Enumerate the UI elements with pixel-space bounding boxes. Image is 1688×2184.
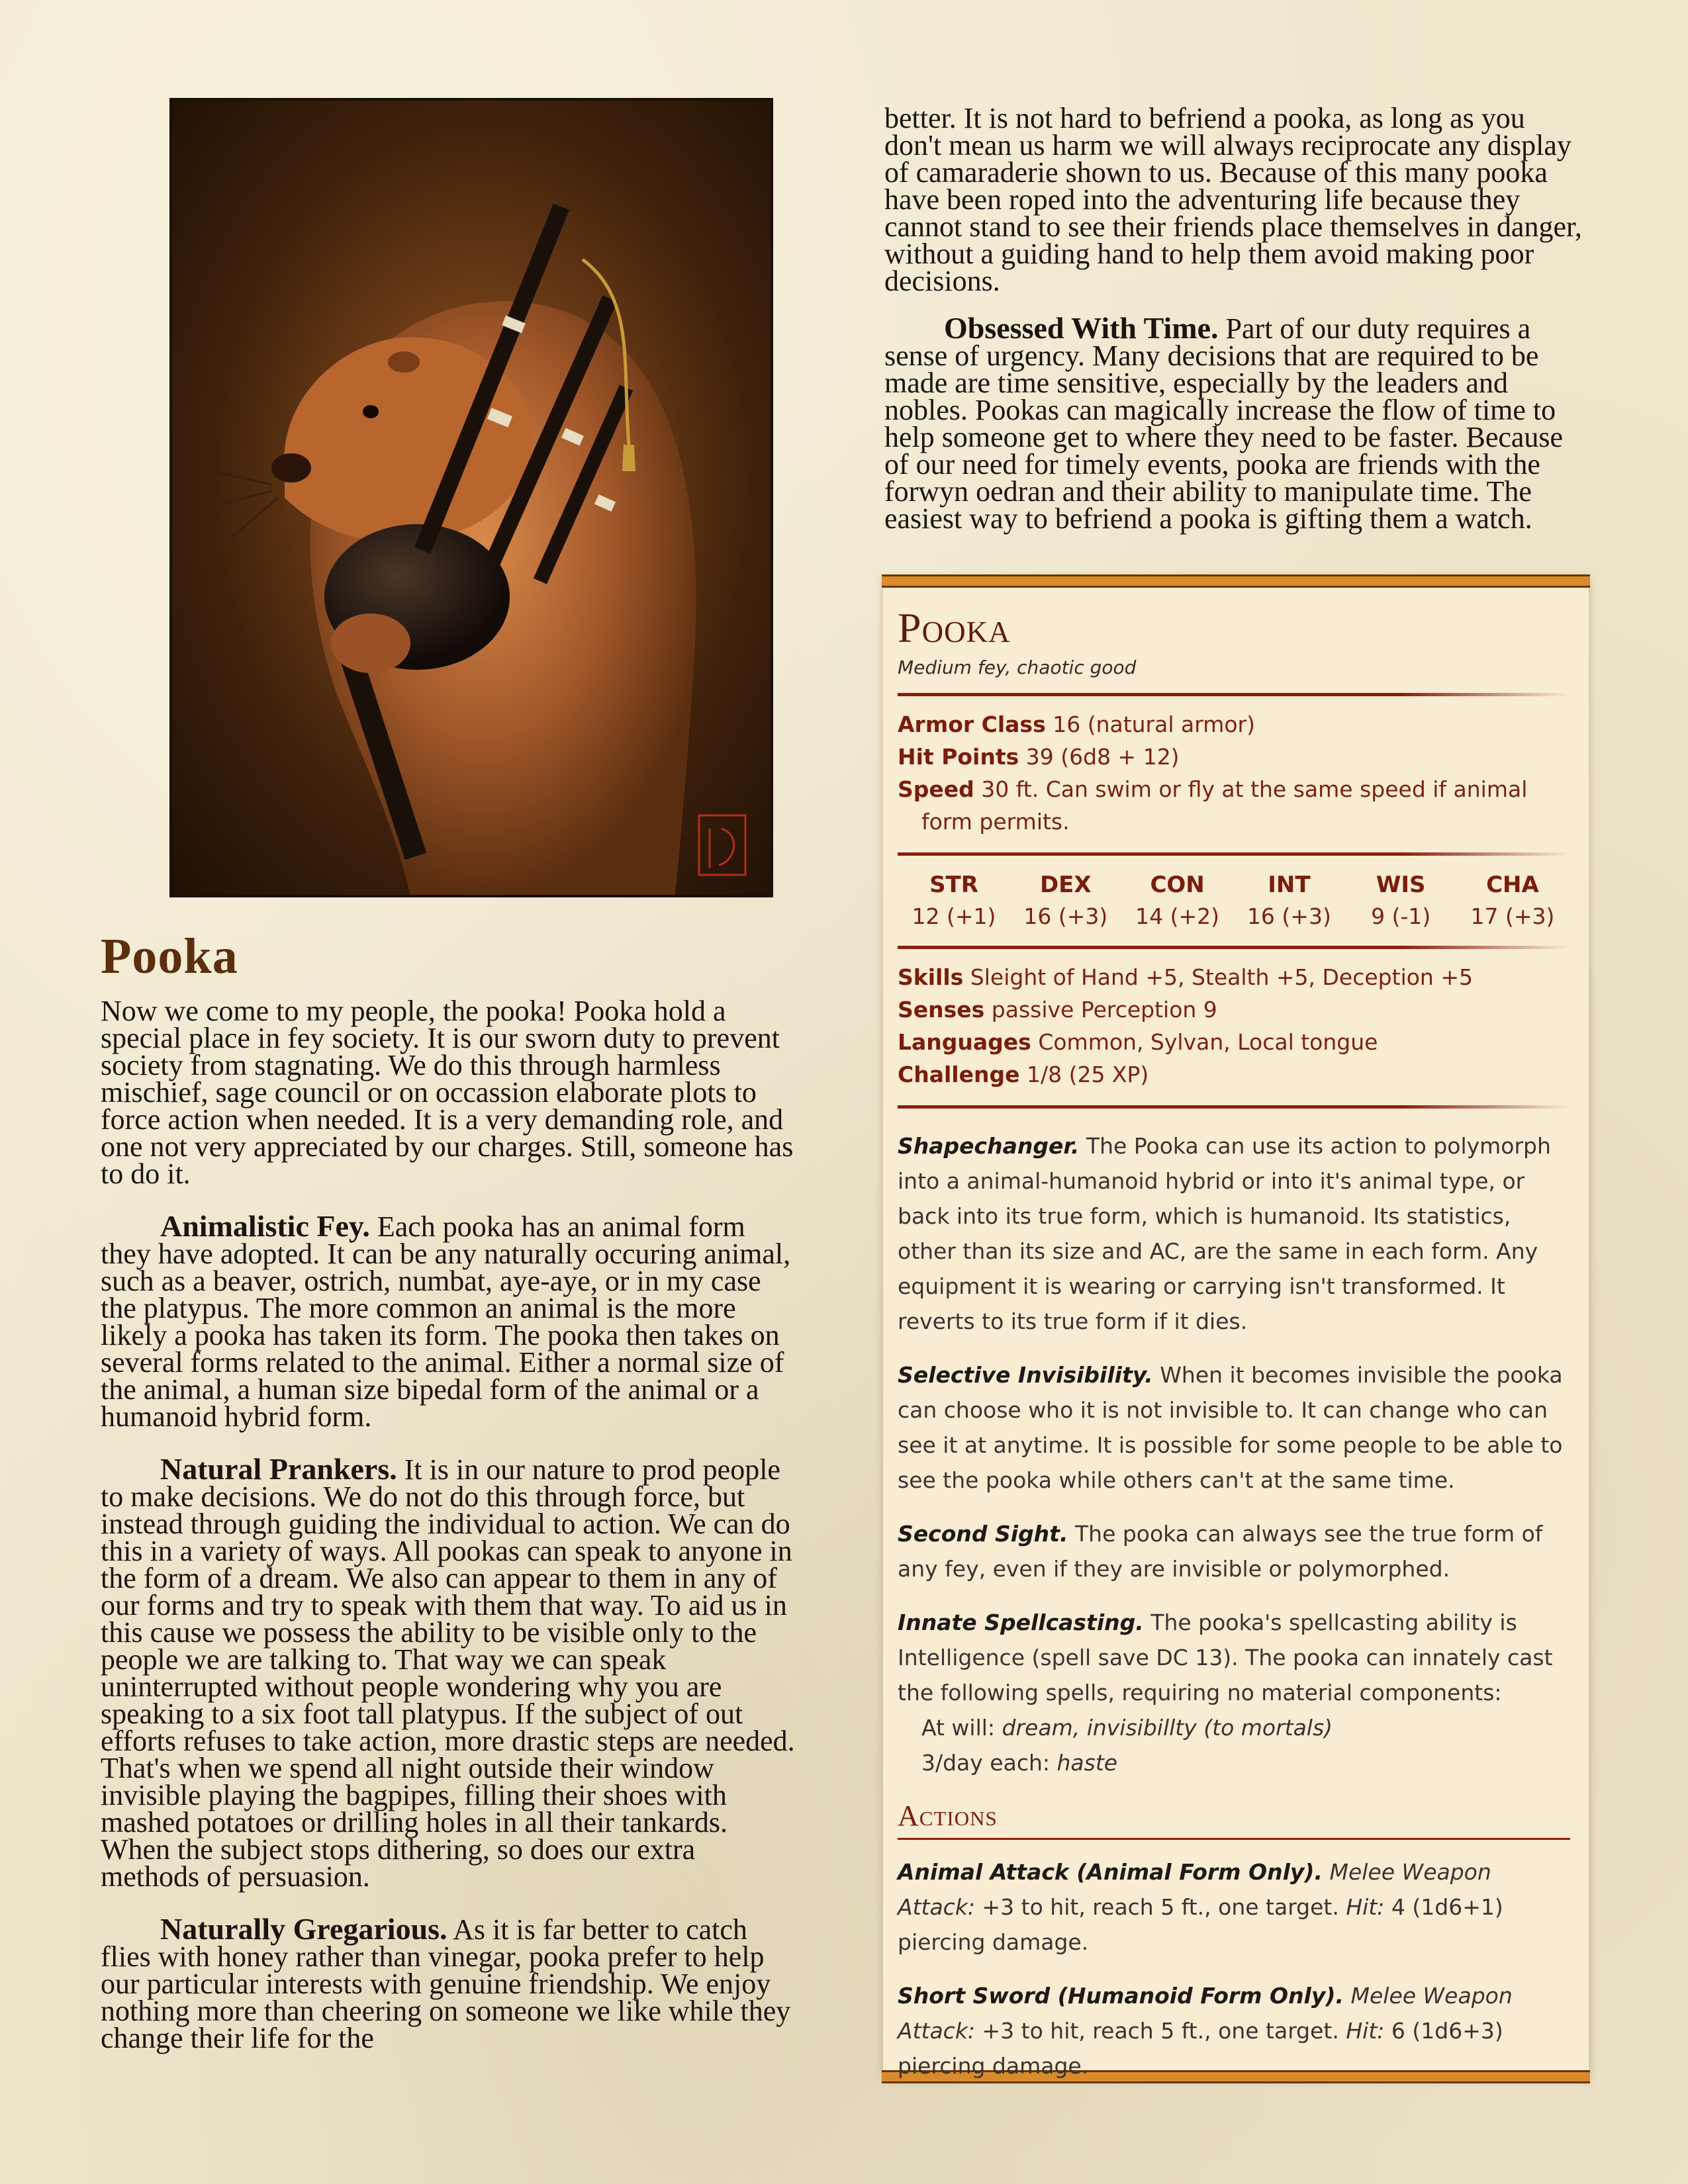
ability-name: DEX bbox=[1039, 872, 1092, 898]
senses bbox=[898, 993, 1570, 1026]
languages-value: Common, Sylvan, Local tongue bbox=[1031, 1029, 1378, 1055]
ability-name: CHA bbox=[1486, 872, 1539, 898]
trait-shapechanger bbox=[898, 1128, 1570, 1339]
spell-3-day-label: 3/day each: bbox=[921, 1750, 1057, 1776]
ability-name: WIS bbox=[1376, 872, 1426, 898]
trait-text: The pooka can always see the true form of any fey, even if they are invisible or polymorphed. bbox=[898, 1521, 1543, 1582]
paragraph-natural-prankers bbox=[101, 1452, 796, 1893]
ability-value: 9 (-1) bbox=[1371, 903, 1431, 929]
trait-name: Second Sight. bbox=[898, 1521, 1068, 1547]
left-column bbox=[101, 98, 796, 2077]
ability-value: 16 (+3) bbox=[1246, 903, 1331, 929]
challenge-label: Challenge bbox=[898, 1062, 1020, 1087]
armor-class bbox=[898, 708, 1570, 741]
continued-paragraph: better. It is not hard to befriend a pooka, as long as you don't mean us harm we will always reciprocate any display of camaraderie shown to us. Because of this many pooka have been roped into the adventuring life because they cannot stand to see their friends place themselves in danger, without a guiding hand to help them avoid making poor decisions. bbox=[884, 102, 1582, 297]
paragraph-naturally-gregarious bbox=[101, 1912, 796, 2054]
stat-block-top-bar bbox=[882, 574, 1590, 588]
action-damage: 4 (1d6+1) piercing damage. bbox=[898, 1894, 1503, 1955]
beaver-bagpipe-illustration bbox=[169, 98, 773, 897]
spell-3-day-list: haste bbox=[1056, 1750, 1118, 1776]
action-attack-type: Melee Weapon Attack: bbox=[898, 1983, 1513, 2044]
ability-name: CON bbox=[1150, 872, 1205, 898]
speed bbox=[898, 773, 1570, 838]
ability-cha bbox=[1463, 868, 1562, 931]
action-text: +3 to hit, reach 5 ft., one target. bbox=[975, 1894, 1346, 1920]
section-title: Pooka bbox=[101, 929, 238, 984]
hit-points bbox=[898, 741, 1570, 773]
ability-value: 14 (+2) bbox=[1135, 903, 1220, 929]
languages-label: Languages bbox=[898, 1029, 1031, 1055]
challenge-value: 1/8 (25 XP) bbox=[1019, 1062, 1149, 1087]
ability-name: STR bbox=[929, 872, 978, 898]
action-name: Short Sword (Humanoid Form Only). bbox=[898, 1983, 1344, 2009]
languages bbox=[898, 1026, 1570, 1058]
trait-text: When it becomes invisible the pooka can choose who it is not invisible to. It can change who can see it at anytime. It is possible for some people to be able to see the pooka while others can't at the same time. bbox=[898, 1362, 1563, 1493]
divider bbox=[898, 852, 1570, 856]
skills-label: Skills bbox=[898, 964, 964, 990]
actions-divider bbox=[898, 1838, 1570, 1840]
action-name: Animal Attack (Animal Form Only). bbox=[898, 1859, 1323, 1885]
speed-value: 30 ft. Can swim or fly at the same speed if animal form permits. bbox=[921, 776, 1528, 835]
ability-dex bbox=[1016, 868, 1115, 931]
text-obsessed-with-time: Part of our duty requires a sense of urgency. Many decisions that are required to be made are time sensitive, especially by the leaders and nobles. Pookas can magically increase the flow of time to help someone get to where they need to be faster. Because of our need for timely events, pooka are friends with the forwyn oedran and their ability to manipulate time. The easiest way to befriend a pooka is gifting them a watch. bbox=[884, 312, 1564, 535]
lead-natural-prankers: Natural Prankers. bbox=[160, 1452, 397, 1486]
text-natural-prankers: It is in our nature to prod people to make decisions. We do not do this through force, but instead through guiding the individual to action. We can do this in a variety of ways. All pookas can speak to anyone in the form of a dream. We also can appear to them in any of our forms and try to speak with them that way. To aid us in this cause we possess the ability to be visible only to the people we are talking to. That way we can speak uninterrupted without people wondering why you are speaking to a six foot tall platypus. If the subject of out efforts refuses to take action, more drastic steps are needed. That's when we spend all night outside their window invisible playing the bagpipes, filling their shoes with mashed potatoes or drilling holes in all their tankards. When the subject stops dithering, so does our extra methods of persuasion. bbox=[101, 1453, 795, 1893]
ability-int bbox=[1239, 868, 1338, 931]
trait-name: Selective Invisibility. bbox=[898, 1362, 1153, 1388]
ability-value: 16 (+3) bbox=[1023, 903, 1108, 929]
monster-name: Pooka bbox=[898, 604, 1011, 651]
senses-value: passive Perception 9 bbox=[984, 997, 1217, 1023]
action-text: +3 to hit, reach 5 ft., one target. bbox=[975, 2018, 1346, 2044]
trait-selective-invisibility bbox=[898, 1357, 1570, 1498]
text-animalistic-fey: Each pooka has an animal form they have adopted. It can be any naturally occuring animal, such as a beaver, ostrich, numbat, aye-aye, or in my case the platypus. The more common an animal is the more likely a pooka has taken its form. The pooka then takes on several forms related to the animal. Either a normal size of the animal, a human size bipedal form of the animal or a humanoid hybrid form. bbox=[101, 1210, 791, 1433]
action-hit-label: Hit: bbox=[1346, 1894, 1385, 1920]
illustration-art bbox=[172, 101, 771, 895]
skills-value: Sleight of Hand +5, Stealth +5, Deception +5 bbox=[963, 964, 1473, 990]
text-naturally-gregarious: As it is far better to catch flies with honey rather than vinegar, pooka prefer to help our particular interests with genuine friendship. We enjoy nothing more than cheering on someone we like while they change their life for the bbox=[101, 1913, 791, 2054]
lead-animalistic-fey: Animalistic Fey. bbox=[160, 1209, 370, 1243]
trait-name: Shapechanger. bbox=[898, 1133, 1080, 1159]
ability-con bbox=[1128, 868, 1227, 931]
ability-scores bbox=[898, 868, 1570, 931]
trait-innate-spellcasting bbox=[898, 1605, 1570, 1780]
ability-str bbox=[904, 868, 1004, 931]
action-damage: 6 (1d6+3) piercing damage. bbox=[898, 2018, 1503, 2079]
paragraph-obsessed-with-time bbox=[884, 311, 1589, 535]
ability-value: 12 (+1) bbox=[912, 903, 996, 929]
lead-obsessed-with-time: Obsessed With Time. bbox=[944, 311, 1219, 345]
intro-paragraph: Now we come to my people, the pooka! Pooka hold a special place in fey society. It is our sworn duty to prevent society from stagnating. We do this through harmless mischief, sage council or on occassion elaborate plots to force action when needed. It is a very demanding role, and one not very appreciated by our charges. Still, someone has to do it. bbox=[101, 995, 794, 1190]
armor-class-label: Armor Class bbox=[898, 711, 1046, 737]
trait-text: The Pooka can use its action to polymorph into a animal-humanoid hybrid or into it's animal type, or back into its true form, which is humanoid. Its statistics, other than its size and AC, are the same in each form. Any equipment it is wearing or carrying isn't transformed. It reverts to its true form if it dies. bbox=[898, 1133, 1551, 1334]
ability-name: INT bbox=[1268, 872, 1311, 898]
spell-at-will-label: At will: bbox=[921, 1715, 1002, 1741]
trait-name: Innate Spellcasting. bbox=[898, 1610, 1144, 1635]
lead-naturally-gregarious: Naturally Gregarious. bbox=[160, 1912, 447, 1946]
divider bbox=[898, 693, 1570, 696]
skills bbox=[898, 961, 1570, 993]
challenge bbox=[898, 1058, 1570, 1091]
trait-second-sight bbox=[898, 1516, 1570, 1586]
speed-label: Speed bbox=[898, 776, 974, 802]
armor-class-value: 16 (natural armor) bbox=[1045, 711, 1255, 737]
trait-text: The pooka's spellcasting ability is Intelligence (spell save DC 13). The pooka can innately cast the following spells, requiring no material components: bbox=[898, 1610, 1553, 1706]
spell-3-day bbox=[898, 1745, 1570, 1780]
right-column bbox=[884, 102, 1589, 557]
monster-type: Medium fey, chaotic good bbox=[898, 657, 1137, 678]
ability-wis bbox=[1351, 868, 1450, 931]
action-attack-type: Melee Weapon Attack: bbox=[898, 1859, 1491, 1920]
spell-at-will-list: dream, invisibillty (to mortals) bbox=[1002, 1715, 1333, 1741]
divider bbox=[898, 946, 1570, 949]
hit-points-value: 39 (6d8 + 12) bbox=[1019, 744, 1180, 770]
ability-value: 17 (+3) bbox=[1470, 903, 1555, 929]
hit-points-label: Hit Points bbox=[898, 744, 1019, 770]
divider bbox=[898, 1105, 1570, 1109]
action-animal-attack bbox=[898, 1854, 1570, 1960]
stat-block bbox=[883, 578, 1589, 2079]
spell-at-will bbox=[898, 1710, 1570, 1745]
actions-heading: Actions bbox=[898, 1799, 998, 1832]
action-hit-label: Hit: bbox=[1346, 2018, 1385, 2044]
paragraph-animalistic-fey bbox=[101, 1209, 796, 1433]
action-short-sword bbox=[898, 1978, 1570, 2083]
senses-label: Senses bbox=[898, 997, 985, 1023]
